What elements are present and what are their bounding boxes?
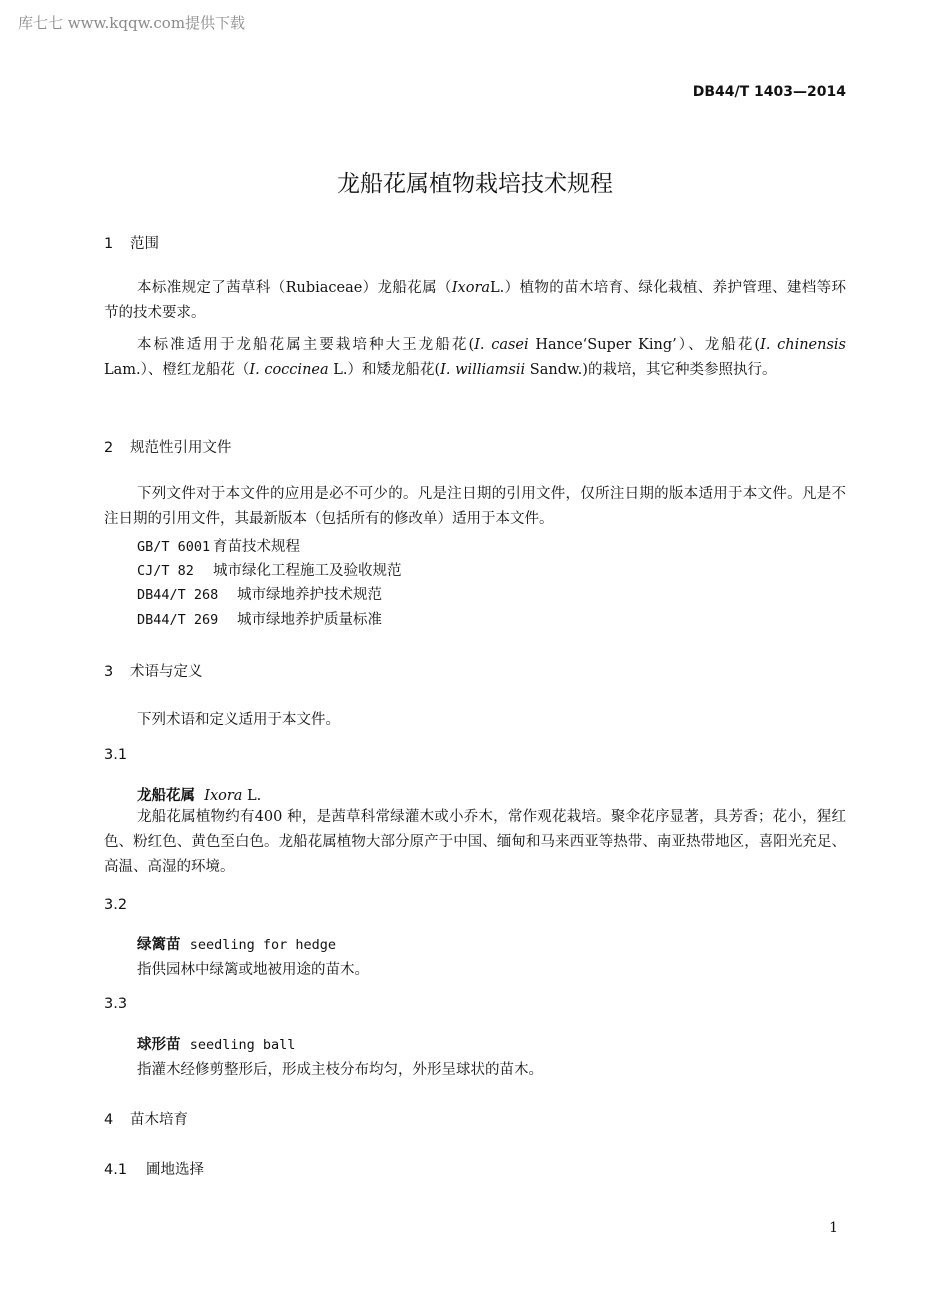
page-title: 龙船花属植物栽培技术规程 [337, 171, 613, 197]
reference-item: DB44/T 269 城市绿地养护质量标准 [137, 612, 382, 628]
latin-name: Ixora [451, 280, 491, 296]
latin-name: Ixora [204, 788, 243, 804]
watermark: 库七七 www.kqqw.com提供下载 [18, 14, 246, 32]
scope-paragraph-1: 本标准规定了茜草科（Rubiaceae）龙船花属（IxoraL.）植物的苗木培育、绿化栽植、养护管理、建档等环节的技术要求。 [104, 280, 846, 321]
section-title: 苗木培育 [130, 1112, 188, 1128]
section-3-heading [104, 660, 203, 681]
section-1-heading [104, 232, 159, 253]
subsection-title: 圃地选择 [146, 1162, 204, 1178]
reference-item: GB/T 6001 育苗技术规程 [137, 539, 300, 555]
term-3-3-heading: 球形苗 seedling ball [137, 1037, 296, 1053]
section-title: 术语与定义 [130, 664, 203, 680]
term-3-2-heading: 绿篱苗 seedling for hedge [137, 937, 337, 953]
document-number: DB44/T 1403—2014 [692, 84, 846, 100]
latin-name: I. chinensis [760, 337, 846, 353]
section-title: 规范性引用文件 [130, 440, 232, 456]
reference-item: CJ/T 82 城市绿化工程施工及验收规范 [137, 563, 402, 579]
term-3-3-definition: 指灌木经修剪整形后，形成主枝分布均匀，外形呈球状的苗木。 [137, 1062, 543, 1078]
latin-name: I. casei [474, 337, 529, 353]
subsection-4-1-heading [104, 1158, 204, 1179]
term-3-1-definition: 龙船花属植物约有400 种，是茜草科常绿灌木或小乔木，常作观花栽培。聚伞花序显著，具芳香；花小，猩红色、粉红色、黄色至白色。龙船花属植物大部分原产于中国、缅甸和马来西亚等热带、南亚热带地区，喜阳光充足、高温、高湿的环境。 [104, 809, 846, 875]
term-3-2-definition: 指供园林中绿篱或地被用途的苗木。 [137, 962, 369, 978]
scope-paragraph-2: 本标准适用于龙船花属主要栽培种大王龙船花(I. casei Hance‘Super King’）、龙船花(I. chinensis Lam.）、橙红龙船花（I. coccinea L.）和矮龙船花(I. williamsii Sandw.)的栽培，其它种类参照执行。 [104, 337, 846, 378]
terms-intro: 下列术语和定义适用于本文件。 [137, 712, 340, 728]
references-intro: 下列文件对于本文件的应用是必不可少的。凡是注日期的引用文件，仅所注日期的版本适用于本文件。凡是不注日期的引用文件，其最新版本（包括所有的修改单）适用于本文件。 [104, 486, 846, 527]
latin-name: I. coccinea [249, 362, 329, 378]
reference-item: DB44/T 268 城市绿地养护技术规范 [137, 587, 382, 603]
term-3-2-number: 3.2 [104, 897, 128, 913]
latin-name: I. williamsii [440, 362, 526, 378]
section-number: 4 [104, 1112, 114, 1128]
section-title: 范围 [130, 236, 159, 252]
subsection-number: 4.1 [104, 1162, 128, 1178]
term-3-3-number: 3.3 [104, 996, 128, 1012]
section-number: 1 [104, 236, 114, 252]
section-2-heading [104, 436, 232, 457]
term-3-1-number: 3.1 [104, 747, 128, 763]
section-number: 2 [104, 440, 114, 456]
section-number: 3 [104, 664, 114, 680]
term-3-1-heading: 龙船花属 Ixora L. [137, 788, 262, 804]
page-number: 1 [829, 1220, 838, 1236]
section-4-heading [104, 1108, 188, 1129]
